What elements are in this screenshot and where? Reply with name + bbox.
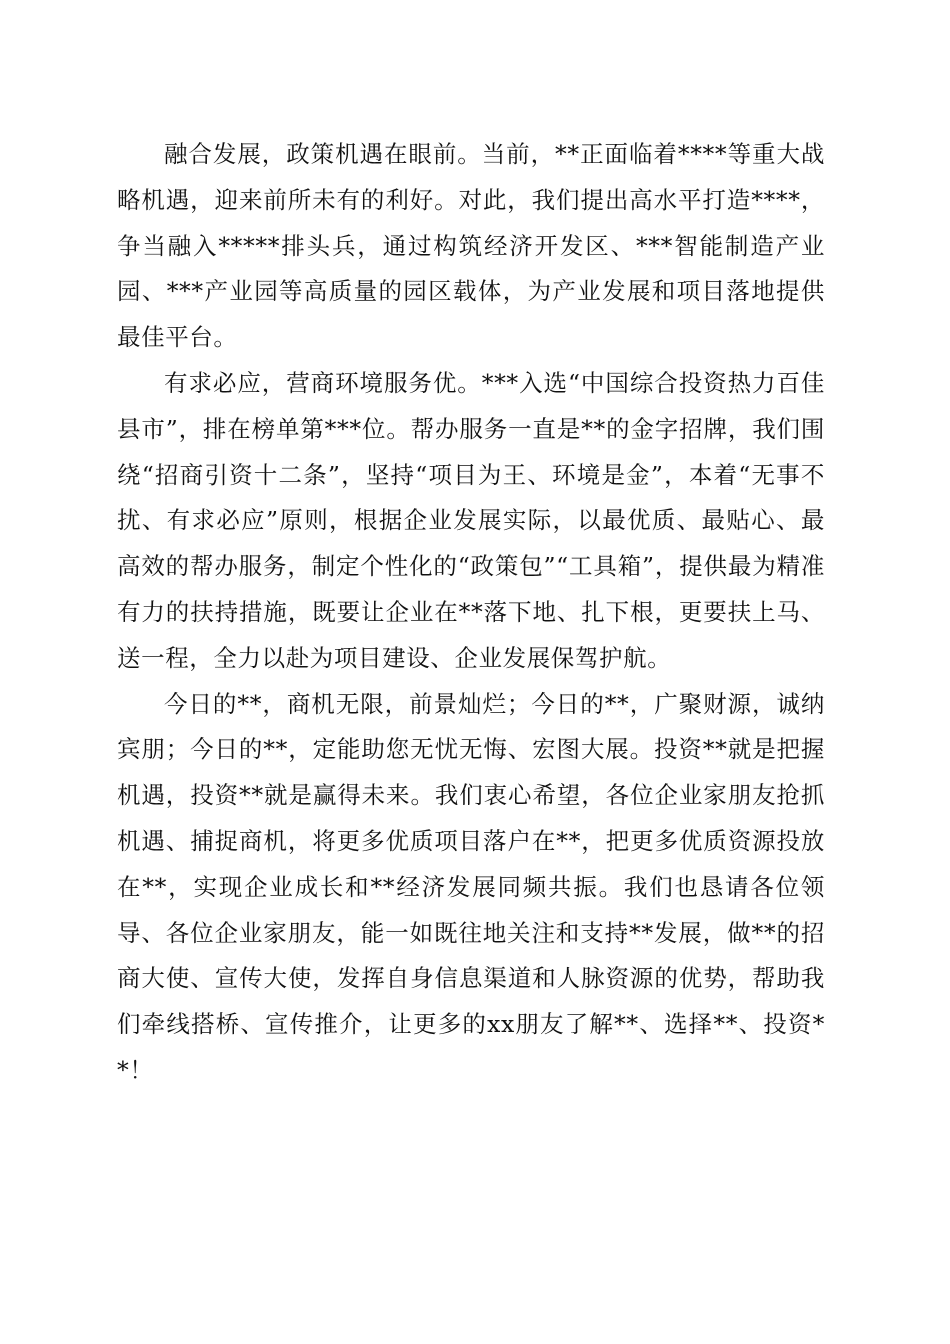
paragraph-policy-opportunity: 融合发展，政策机遇在眼前。当前，**正面临着****等重大战略机遇，迎来前所未有的利好。对此，我们提出高水平打造****，争当融入*****排头兵，通过构筑经济开发区、***智能制造产业园、***产业园等高质量的园区载体，为产业发展和项目落地提供最佳平台。	[117, 140, 825, 352]
paragraph-investment-invitation: 今日的**，商机无限，前景灿烂；今日的**，广聚财源，诚纳宾朋；今日的**，定能助您无忧无悔、宏图大展。投资**就是把握机遇，投资**就是赢得未来。我们衷心希望，各位企业家朋友抢抓机遇、捕捉商机，将更多优质项目落户在**，把更多优质资源投放在**，实现企业成长和**经济发展同频共振。我们也恳请各位领导、各位企业家朋友，能一如既往地关注和支持**发展，做**的招商大使、宣传大使，发挥自身信息渠道和人脉资源的优势，帮助我们牵线搭桥、宣传推介，让更多的xx朋友了解**、选择**、投资**！	[117, 689, 825, 1084]
document-body	[117, 132, 825, 1094]
paragraph-business-environment: 有求必应，营商环境服务优。***入选“中国综合投资热力百佳县市”，排在榜单第***位。帮办服务一直是**的金字招牌，我们围绕“招商引资十二条”，坚持“项目为王、环境是金”，本着“无事不扰、有求必应”原则，根据企业发展实际，以最优质、最贴心、最高效的帮办服务，制定个性化的“政策包”“工具箱”，提供最为精准有力的扶持措施，既要让企业在**落下地、扎下根，更要扶上马、送一程，全力以赴为项目建设、企业发展保驾护航。	[117, 368, 825, 672]
